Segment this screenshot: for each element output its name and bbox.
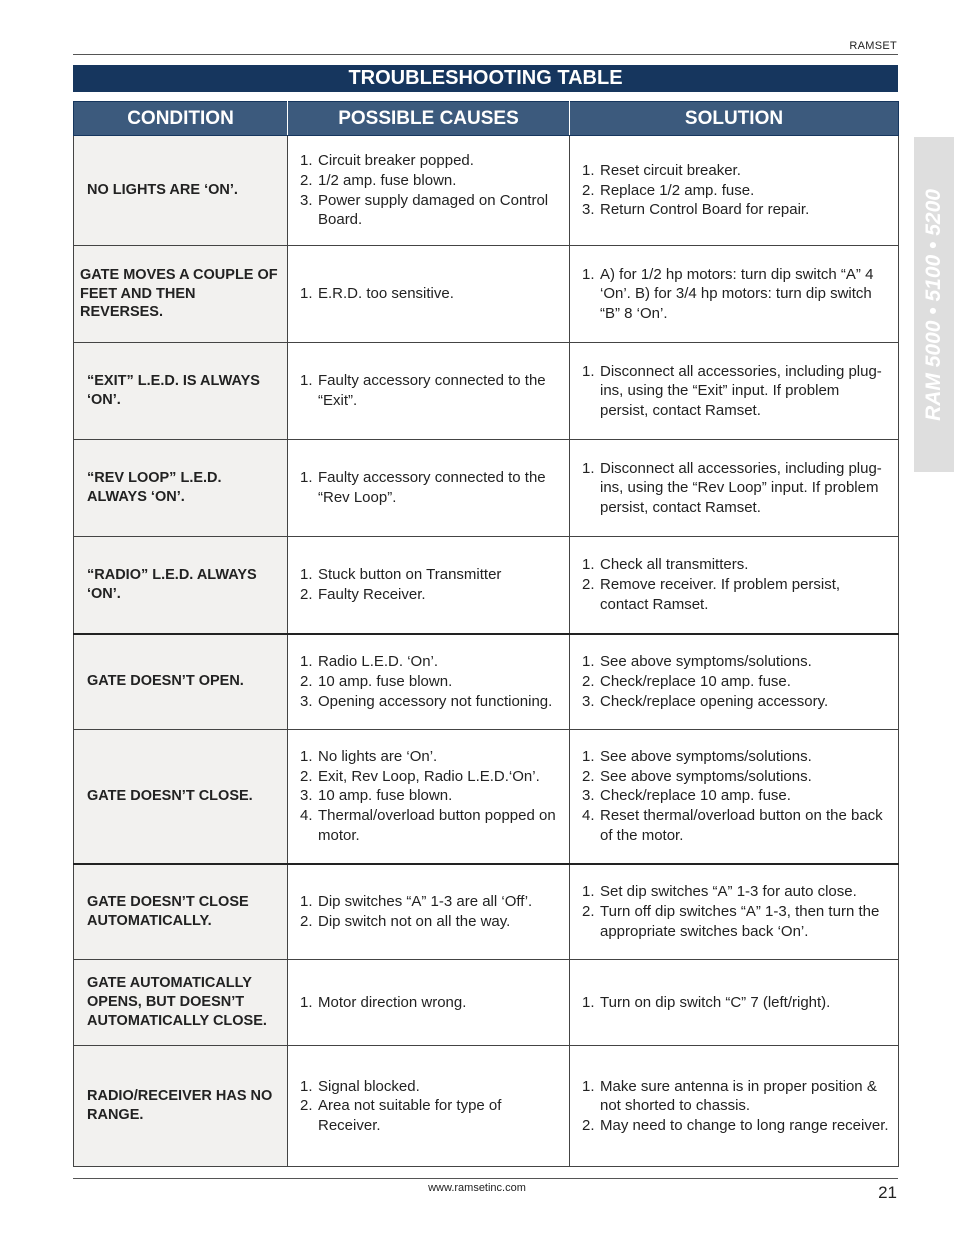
list-item: 2. See above symptoms/solutions.: [582, 767, 812, 785]
list-item: 2. 1/2 amp. fuse blown.: [300, 171, 457, 189]
column-header-causes: POSSIBLE CAUSES: [288, 102, 570, 136]
list-item: 1. A) for 1/2 hp motors: turn dip switch “A” 4 ‘On’. B) for 3/4 hp motors: turn dip switch “B” 8 ‘On’.: [582, 265, 874, 322]
solution-cell: [570, 730, 899, 864]
table-row: [74, 440, 899, 537]
list-item: 2. Turn off dip switches “A” 1-3, then turn the appropriate switches back ‘On’.: [582, 902, 880, 940]
solution-cell: [570, 246, 899, 343]
list-item: 1. Disconnect all accessories, including plug-ins, using the “Exit” input. If problem persist, contact Ramset.: [582, 362, 882, 419]
table-row: [74, 634, 899, 730]
solution-cell: [570, 136, 899, 246]
list-item: 1. No lights are ‘On’.: [300, 748, 438, 766]
causes-cell: [288, 440, 570, 537]
condition-cell: “REV LOOP” L.E.D. ALWAYS ‘ON’.: [74, 440, 288, 537]
list-item: 1. See above symptoms/solutions.: [582, 653, 812, 671]
column-header-solution: SOLUTION: [570, 102, 899, 136]
list-item: 3. Check/replace 10 amp. fuse.: [582, 787, 791, 805]
list-item: 1. Dip switches “A” 1-3 are all ‘Off’.: [300, 893, 533, 911]
causes-cell: [288, 960, 570, 1046]
page-title: TROUBLESHOOTING TABLE: [73, 65, 898, 92]
list-item: 1. Disconnect all accessories, including plug-ins, using the “Rev Loop” input. If problem persist, contact Ramset.: [582, 459, 882, 516]
footer-url: www.ramsetinc.com: [428, 1182, 526, 1194]
causes-cell: [288, 1046, 570, 1167]
causes-cell: [288, 343, 570, 440]
table-row: [74, 730, 899, 864]
list-item: 1. Make sure antenna is in proper position & not shorted to chassis.: [582, 1077, 877, 1115]
list-item: 1. Radio L.E.D. ‘On’.: [300, 653, 439, 671]
list-item: 1. Faulty accessory connected to the “Rev Loop”.: [300, 469, 546, 506]
solution-cell: [570, 343, 899, 440]
causes-cell: [288, 634, 570, 730]
list-item: 1. Circuit breaker popped.: [300, 152, 474, 170]
page-number: 21: [878, 1183, 897, 1202]
model-side-tab: [914, 137, 954, 472]
condition-cell: GATE DOESN’T CLOSE AUTOMATICALLY.: [74, 864, 288, 960]
causes-cell: [288, 136, 570, 246]
list-item: 1. Set dip switches “A” 1-3 for auto close.: [582, 883, 857, 901]
causes-cell: [288, 246, 570, 343]
condition-cell: GATE DOESN’T CLOSE.: [74, 730, 288, 864]
list-item: 3. 10 amp. fuse blown.: [300, 787, 453, 805]
solution-cell: [570, 440, 899, 537]
table-row: [74, 343, 899, 440]
table-row: [74, 1046, 899, 1167]
causes-cell: [288, 730, 570, 864]
list-item: 2. Exit, Rev Loop, Radio L.E.D.‘On’.: [300, 767, 540, 785]
condition-cell: NO LIGHTS ARE ‘ON’.: [74, 136, 288, 246]
brand-label: RAMSET: [849, 40, 897, 52]
table-row: [74, 537, 899, 634]
list-item: 2. Dip switch not on all the way.: [300, 912, 511, 930]
table-row: [74, 864, 899, 960]
table-row: [74, 246, 899, 343]
list-item: 2. Area not suitable for type of Receiver.: [300, 1097, 502, 1134]
list-item: 1. Turn on dip switch “C” 7 (left/right).: [582, 993, 831, 1011]
list-item: 1. See above symptoms/solutions.: [582, 748, 812, 766]
table-row: [74, 136, 899, 246]
troubleshooting-table: [73, 101, 899, 1167]
list-item: 1. Check all transmitters.: [582, 556, 749, 574]
list-item: 1. Signal blocked.: [300, 1077, 420, 1095]
condition-cell: “EXIT” L.E.D. IS ALWAYS ‘ON’.: [74, 343, 288, 440]
list-item: 4. Thermal/overload button popped on motor.: [300, 807, 556, 844]
list-item: 3. Opening accessory not functioning.: [300, 692, 553, 710]
list-item: 1. Reset circuit breaker.: [582, 162, 741, 180]
causes-cell: [288, 537, 570, 634]
solution-cell: [570, 537, 899, 634]
list-item: 3. Return Control Board for repair.: [582, 201, 810, 219]
model-side-tab-label: RAM 5000 • 5100 • 5200: [922, 188, 946, 421]
list-item: 2. May need to change to long range receiver.: [582, 1116, 889, 1134]
solution-cell: [570, 634, 899, 730]
solution-cell: [570, 864, 899, 960]
list-item: 1. E.R.D. too sensitive.: [300, 285, 454, 303]
list-item: 2. Faulty Receiver.: [300, 585, 426, 603]
list-item: 2. Remove receiver. If problem persist, contact Ramset.: [582, 575, 841, 613]
list-item: 2. 10 amp. fuse blown.: [300, 672, 453, 690]
condition-cell: GATE DOESN’T OPEN.: [74, 634, 288, 730]
condition-cell: GATE AUTOMATICALLY OPENS, BUT DOESN’T AUTOMATICALLY CLOSE.: [74, 960, 288, 1046]
column-header-condition: CONDITION: [74, 102, 288, 136]
list-item: 3. Check/replace opening accessory.: [582, 692, 829, 710]
list-item: 1. Faulty accessory connected to the “Exit”.: [300, 372, 546, 409]
table-header-row: [74, 102, 899, 136]
solution-cell: [570, 1046, 899, 1167]
footer-divider: [73, 1178, 898, 1179]
condition-cell: RADIO/RECEIVER HAS NO RANGE.: [74, 1046, 288, 1167]
causes-cell: [288, 864, 570, 960]
list-item: 1. Motor direction wrong.: [300, 993, 467, 1011]
header-divider: [73, 54, 898, 55]
list-item: 2. Replace 1/2 amp. fuse.: [582, 181, 755, 199]
list-item: 1. Stuck button on Transmitter: [300, 566, 502, 584]
list-item: 2. Check/replace 10 amp. fuse.: [582, 672, 791, 690]
list-item: 3. Power supply damaged on Control Board.: [300, 191, 549, 229]
table-row: [74, 960, 899, 1046]
list-item: 4. Reset thermal/overload button on the back of the motor.: [582, 807, 883, 844]
solution-cell: [570, 960, 899, 1046]
condition-cell: “RADIO” L.E.D. ALWAYS ‘ON’.: [74, 537, 288, 634]
condition-cell: GATE MOVES A COUPLE OF FEET AND THEN REVERSES.: [74, 246, 288, 343]
